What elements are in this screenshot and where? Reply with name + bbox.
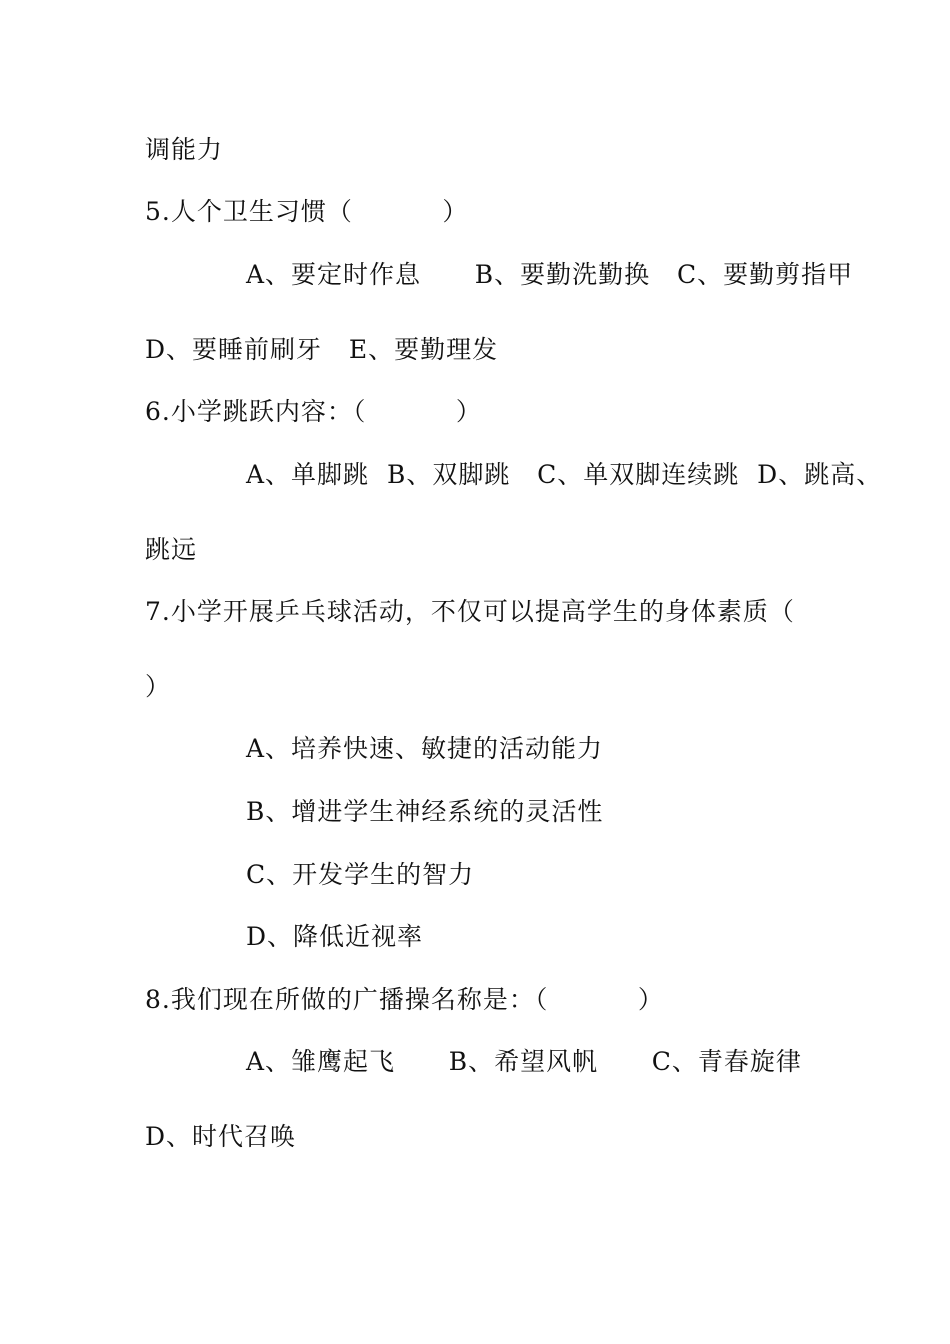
question-5-stem: 5.人个卫生习惯（ ）	[145, 197, 469, 226]
question-8-options-line-1: A、雏鹰起飞 B、希望风帆 C、青春旋律	[246, 1047, 802, 1076]
question-7-option-d: D、降低近视率	[246, 922, 424, 951]
question-6-stem: 6.小学跳跃内容：（ ）	[145, 397, 482, 426]
question-7-option-b: B、增进学生神经系统的灵活性	[246, 797, 604, 826]
question-8-options-line-2: D、时代召唤	[145, 1122, 297, 1151]
question-8-stem: 8.我们现在所做的广播操名称是：（ ）	[145, 985, 664, 1014]
question-7-option-a: A、培养快速、敏捷的活动能力	[246, 734, 604, 763]
question-6-options-line-2: 跳远	[145, 535, 198, 564]
question-7-stem-continued: ）	[145, 672, 172, 701]
question-6-options-line-1: A、单脚跳 B、双脚跳 C、单双脚连续跳 D、跳高、	[246, 460, 883, 489]
question-5-options-line-2: D、要睡前刷牙 E、要勤理发	[145, 335, 499, 364]
question-7-option-c: C、开发学生的智力	[246, 860, 475, 889]
continuation-text: 调能力	[145, 135, 224, 164]
question-7-stem: 7.小学开展乒乓球活动，不仅可以提高学生的身体素质（	[145, 597, 795, 626]
question-5-options-line-1: A、要定时作息 B、要勤洗勤换 C、要勤剪指甲	[246, 260, 854, 289]
